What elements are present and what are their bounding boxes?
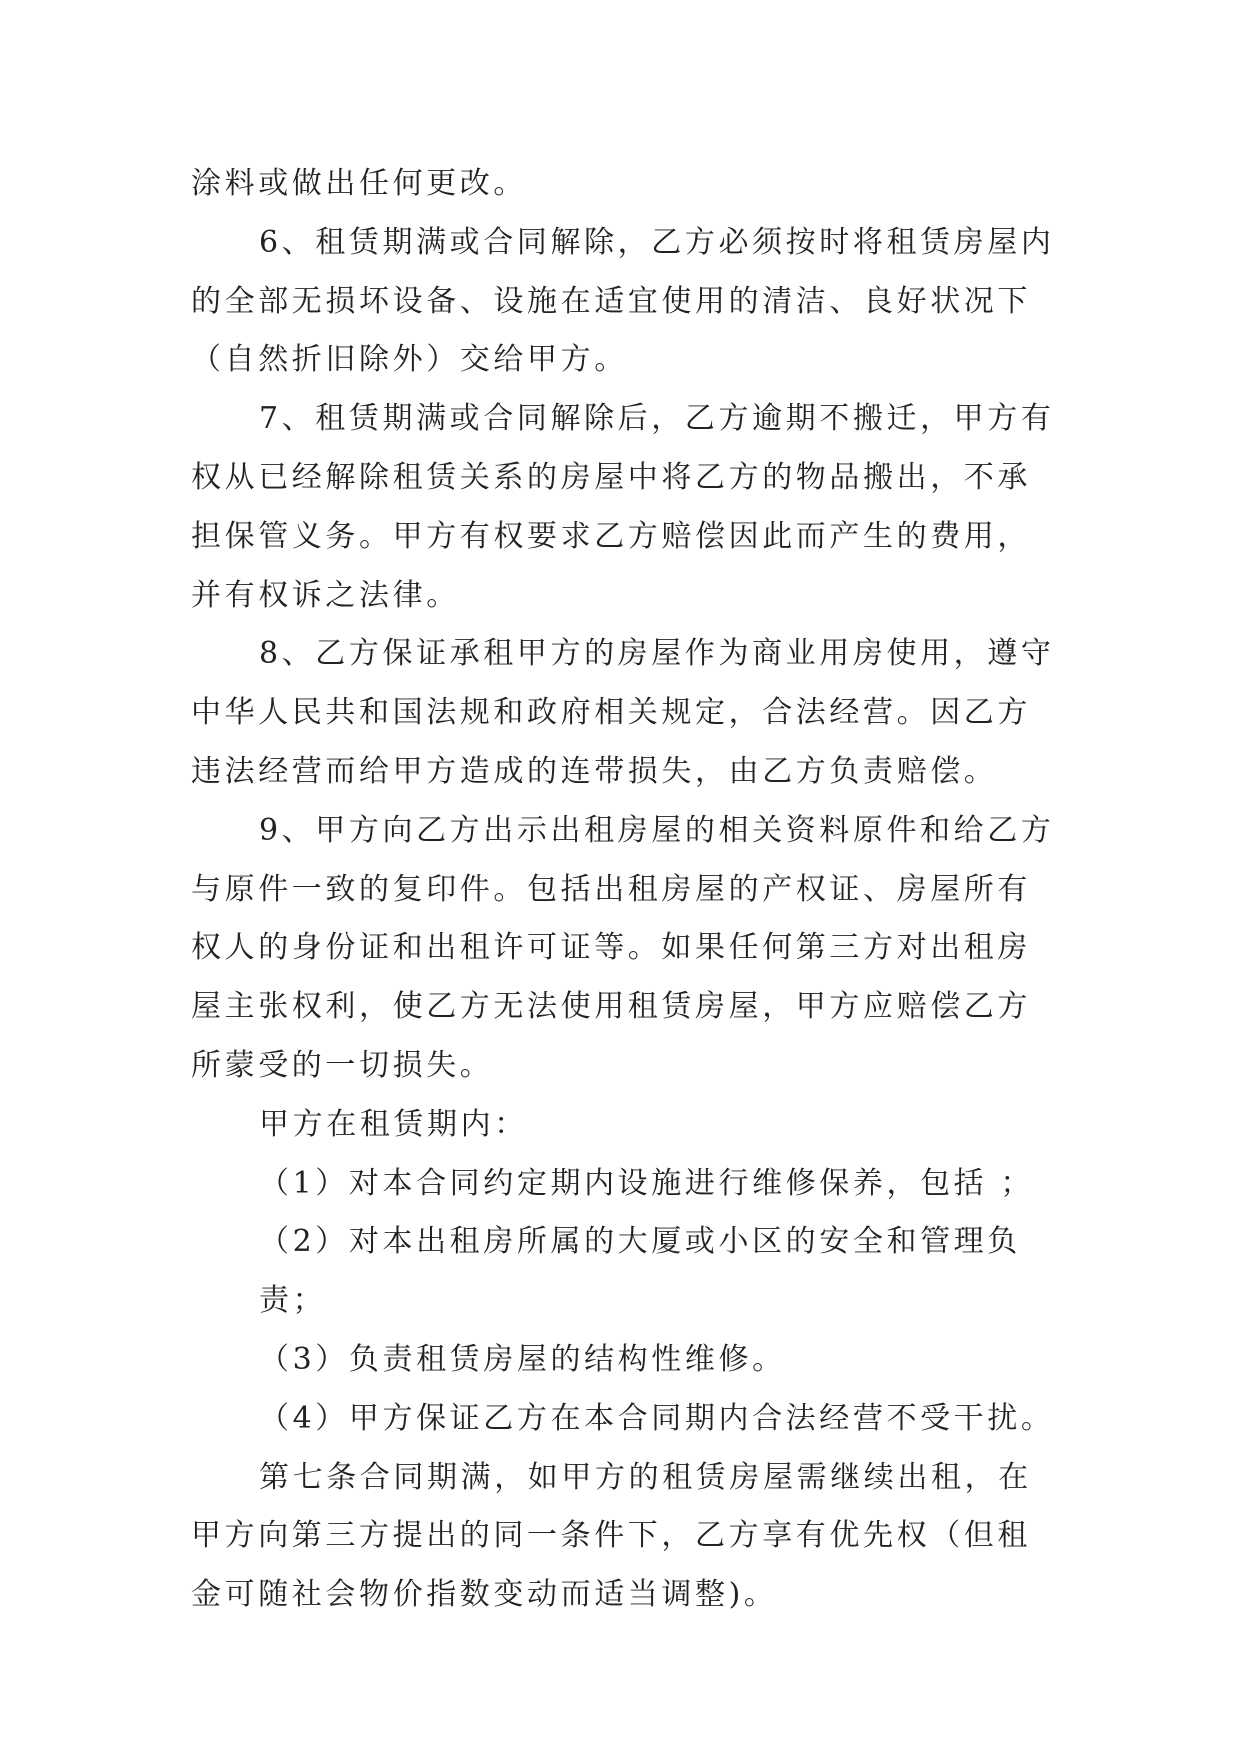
party-a-duty-1: （1）对本合同约定期内设施进行维修保养，包括 ； [259,1165,1035,1201]
party-a-duties-heading: 甲方在租赁期内： [259,1106,528,1142]
paragraph-continuation: 涂料或做出任何更改。 [191,166,527,201]
clause-6: 6、租赁期满或合同解除，乙方必须按时将租赁房屋内的全部无损坏设备、设施在适宜使用的清洁、良好状况下（自然折旧除外）交给甲方。 [191,224,1055,378]
party-a-duty-3: （3）负责租赁房屋的结构性维修。 [259,1341,786,1377]
party-a-duty-2: （2）对本出租房所属的大厦或小区的安全和管理负责； [259,1224,1021,1319]
clause-9: 9、甲方向乙方出示出租房屋的相关资料原件和给乙方与原件一致的复印件。包括出租房屋的产权证、房屋所有权人的身份证和出租许可证等。如果任何第三方对出租房屋主张权利，使乙方无法使用租赁房屋，甲方应赔偿乙方所蒙受的一切损失。 [191,812,1055,1083]
document-body [191,155,1061,1625]
party-a-duty-4: （4）甲方保证乙方在本合同期内合法经营不受干扰。 [259,1400,1055,1436]
clause-7: 7、租赁期满或合同解除后，乙方逾期不搬迁，甲方有权从已经解除租赁关系的房屋中将乙方的物品搬出，不承担保管义务。甲方有权要求乙方赔偿因此而产生的费用，并有权诉之法律。 [191,401,1055,613]
article-7: 第七条合同期满，如甲方的租赁房屋需继续出租，在甲方向第三方提出的同一条件下，乙方享有优先权（但租金可随社会物价指数变动而适当调整)。 [191,1459,1032,1613]
clause-8: 8、乙方保证承租甲方的房屋作为商业用房使用，遵守中华人民共和国法规和政府相关规定，合法经营。因乙方违法经营而给甲方造成的连带损失，由乙方负责赔偿。 [191,636,1055,789]
